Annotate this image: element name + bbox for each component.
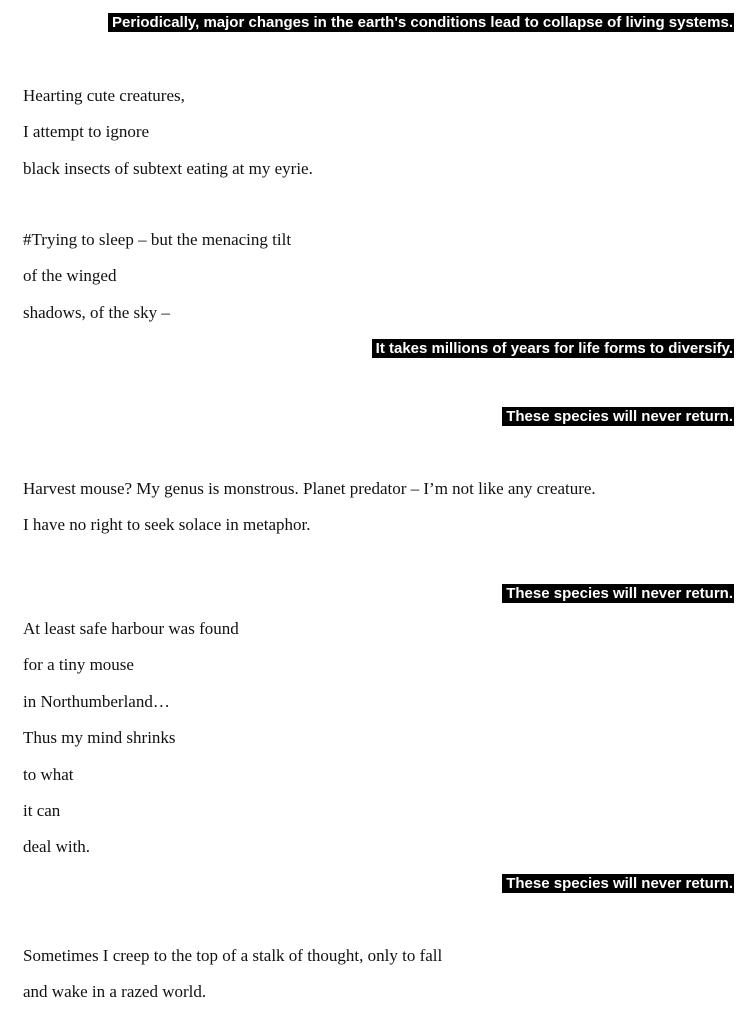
poem-line: shadows, of the sky – <box>23 303 170 322</box>
highlighted-statement: Periodically, major changes in the earth's conditions lead to collapse of living systems. <box>108 13 734 32</box>
poem-line: I have no right to seek solace in metaphor. <box>23 515 311 534</box>
poem-line: deal with. <box>23 837 91 856</box>
poem-line: of the winged <box>23 266 117 285</box>
poem-line: to what <box>23 765 74 784</box>
highlighted-statement: It takes millions of years for life forms to diversify. <box>372 339 734 358</box>
highlighted-statement: These species will never return. <box>502 407 734 426</box>
poem-line: At least safe harbour was found <box>23 619 239 638</box>
highlighted-statement: These species will never return. <box>502 874 734 893</box>
poem-line: I attempt to ignore <box>23 122 150 141</box>
highlighted-statement: These species will never return. <box>502 584 734 603</box>
poem-line: Harvest mouse? My genus is monstrous. Planet predator – I’m not like any creature. <box>23 479 596 498</box>
poem-line: it can <box>23 801 61 820</box>
poem-line: black insects of subtext eating at my eyrie. <box>23 159 313 178</box>
poem-line: in Northumberland… <box>23 692 170 711</box>
poem-line: Sometimes I creep to the top of a stalk of thought, only to fall <box>23 946 443 965</box>
poem-line: #Trying to sleep – but the menacing tilt <box>23 230 292 249</box>
poem-line: for a tiny mouse <box>23 655 134 674</box>
poem-line: and wake in a razed world. <box>23 982 207 1001</box>
poem-line: Hearting cute creatures, <box>23 86 185 105</box>
poem-line: Thus my mind shrinks <box>23 728 176 747</box>
